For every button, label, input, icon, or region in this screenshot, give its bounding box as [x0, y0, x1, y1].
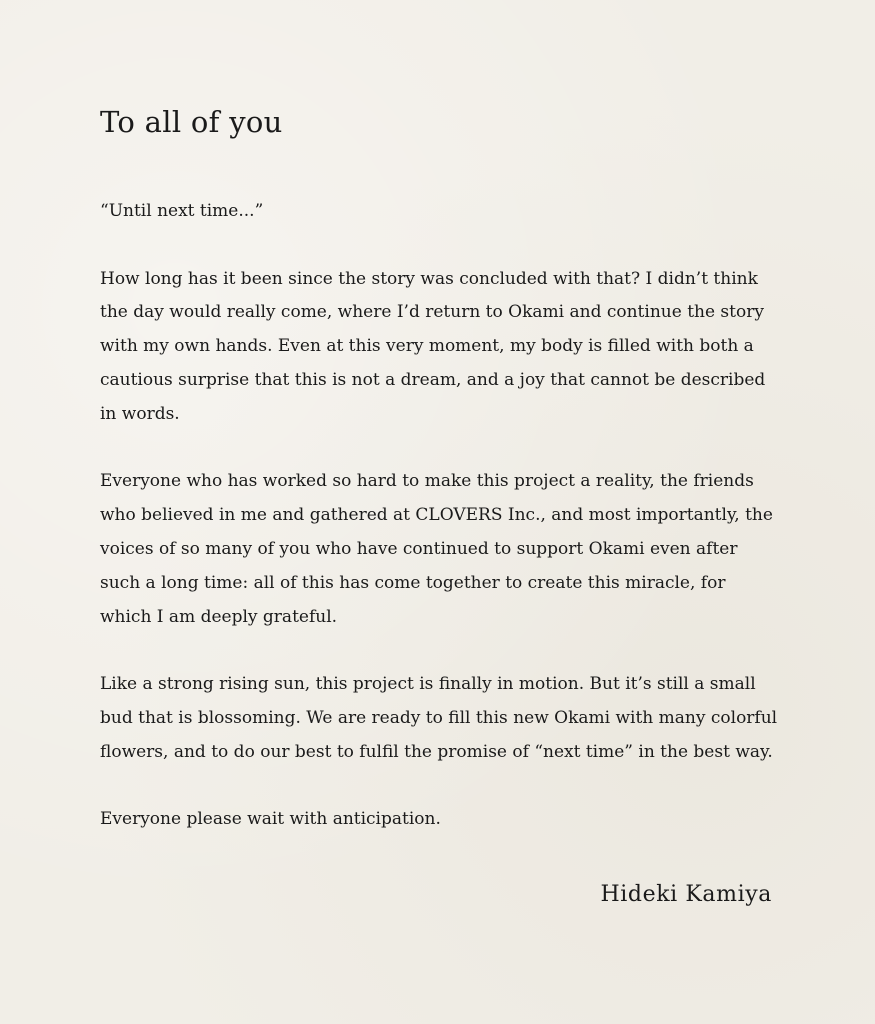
- letter-content: [100, 100, 780, 837]
- letter-body: [100, 195, 780, 837]
- letter-paragraph: How long has it been since the story was concluded with that? I didn’t think the day would really come, where I’d return to Okami and continue the story with my own hands. Even at this very moment, my body is filled with both a cautious surprise that this is not a dream, and a joy that cannot be described in words.: [100, 268, 766, 424]
- letter-paragraph-closing: Everyone please wait with anticipation.: [100, 809, 441, 830]
- letter-title: To all of you: [100, 105, 283, 139]
- letter-paragraph-opening-quote: “Until next time...”: [100, 201, 264, 221]
- letter-paragraph: Like a strong rising sun, this project is finally in motion. But it’s still a small bud that is blossoming. We are ready to fill this new Okami with many colorful flowers, and to do our best to fulfil the promise of “next time” in the best way.: [100, 674, 778, 762]
- letter-paragraph: Everyone who has worked so hard to make this project a reality, the friends who believed in me and gathered at CLOVERS Inc., and most importantly, the voices of so many of you who have continued to support Okami even after such a long time: all of this has come together to create this miracle, for which I am deeply grateful.: [100, 471, 773, 627]
- signature: Hideki Kamiya: [600, 882, 772, 907]
